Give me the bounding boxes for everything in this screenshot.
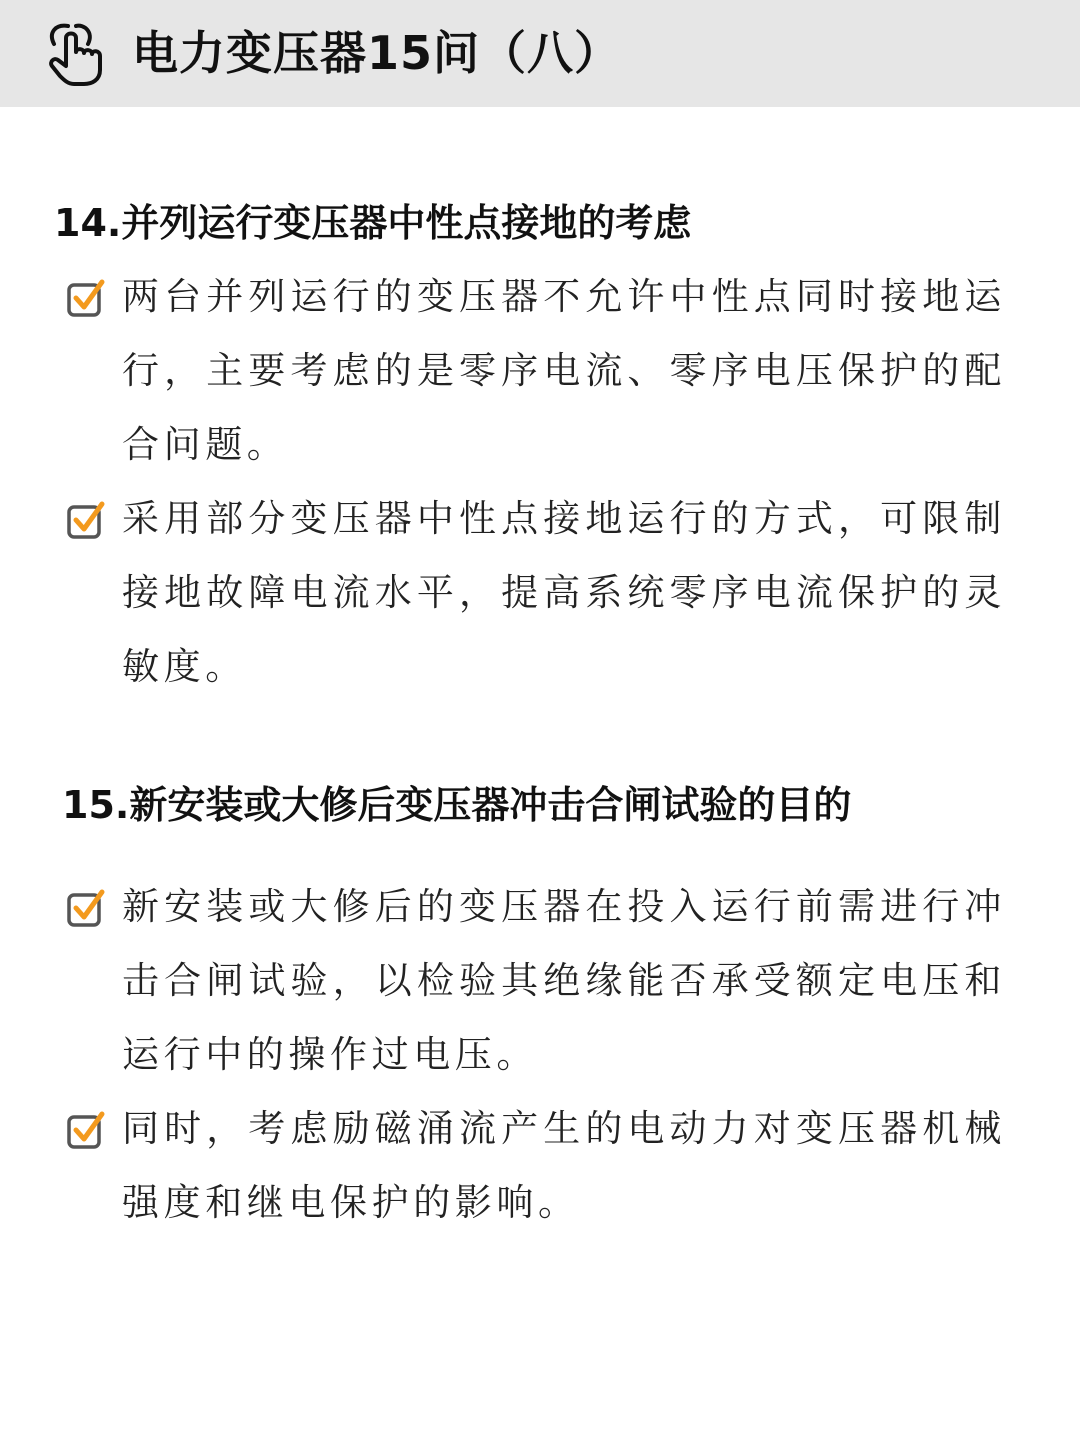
page-title: 电力变压器15问（八）: [132, 26, 622, 80]
checkbox-checked-icon: [66, 278, 106, 318]
section-heading-15: 15.新安装或大修后变压器冲击合闸试验的目的: [62, 783, 852, 827]
item-text: 同时，考虑励磁涌流产生的电动力对变压器机械强度和继电保护的影响。: [122, 1107, 1006, 1224]
section-heading-14: 14.并列运行变压器中性点接地的考虑: [54, 201, 692, 245]
item-text: 新安装或大修后的变压器在投入运行前需进行冲击合闸试验，以检验其绝缘能否承受额定电压和运行中的操作过电压。: [122, 885, 1006, 1076]
checkbox-checked-icon: [66, 888, 106, 928]
item-text: 采用部分变压器中性点接地运行的方式，可限制接地故障电流水平，提高系统零序电流保护的灵敏度。: [122, 497, 1006, 688]
header-bar: [0, 0, 1080, 107]
checkbox-checked-icon: [66, 500, 106, 540]
item-text: 两台并列运行的变压器不允许中性点同时接地运行，主要考虑的是零序电流、零序电压保护的配合问题。: [122, 275, 1006, 466]
hand-pointer-icon: [44, 22, 106, 86]
checkbox-checked-icon: [66, 1110, 106, 1150]
